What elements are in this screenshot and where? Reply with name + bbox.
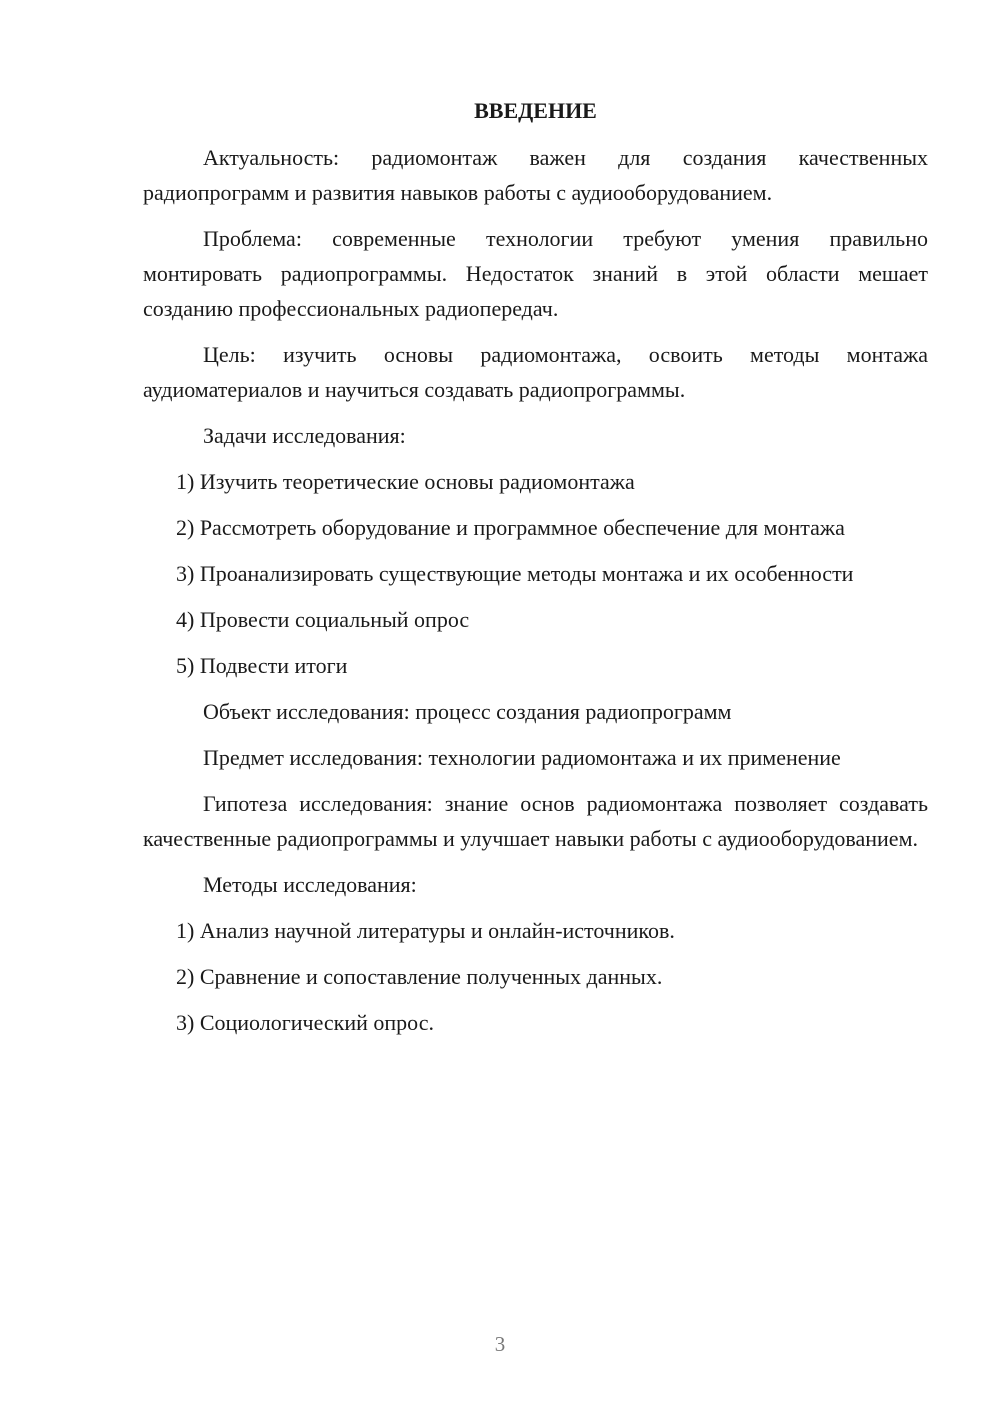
page-content [143, 94, 928, 1051]
problem-paragraph: Проблема: современные технологии требуют умения правильно монтировать радиопрограммы. Недостаток знаний в этой области мешает созданию профессиональных радиопередач. [143, 226, 928, 321]
task-item: 3) Проанализировать существующие методы монтажа и их особенности [176, 561, 854, 586]
task-item: 2) Рассмотреть оборудование и программное обеспечение для монтажа [176, 515, 845, 540]
page-number: 3 [494, 1332, 506, 1356]
task-item: 1) Изучить теоретические основы радиомонтажа [176, 469, 635, 494]
task-item: 4) Провести социальный опрос [176, 607, 470, 632]
research-subject: Предмет исследования: технологии радиомонтажа и их применение [203, 745, 841, 770]
page-title: ВВЕДЕНИЕ [474, 98, 597, 123]
research-hypothesis: Гипотеза исследования: знание основ радиомонтажа позволяет создавать качественные радиопрограммы и улучшает навыки работы с аудиооборудованием. [143, 791, 928, 851]
relevance-paragraph: Актуальность: радиомонтаж важен для создания качественных радиопрограмм и развития навыков работы с аудиооборудованием. [143, 145, 928, 205]
research-object: Объект исследования: процесс создания радиопрограмм [203, 699, 732, 724]
tasks-heading: Задачи исследования: [203, 423, 406, 448]
task-item: 5) Подвести итоги [176, 653, 348, 678]
goal-paragraph: Цель: изучить основы радиомонтажа, освоить методы монтажа аудиоматериалов и научиться создавать радиопрограммы. [143, 342, 928, 402]
method-item: 3) Социологический опрос. [176, 1010, 434, 1035]
methods-heading: Методы исследования: [203, 872, 417, 897]
method-item: 2) Сравнение и сопоставление полученных данных. [176, 964, 663, 989]
method-item: 1) Анализ научной литературы и онлайн-источников. [176, 918, 675, 943]
